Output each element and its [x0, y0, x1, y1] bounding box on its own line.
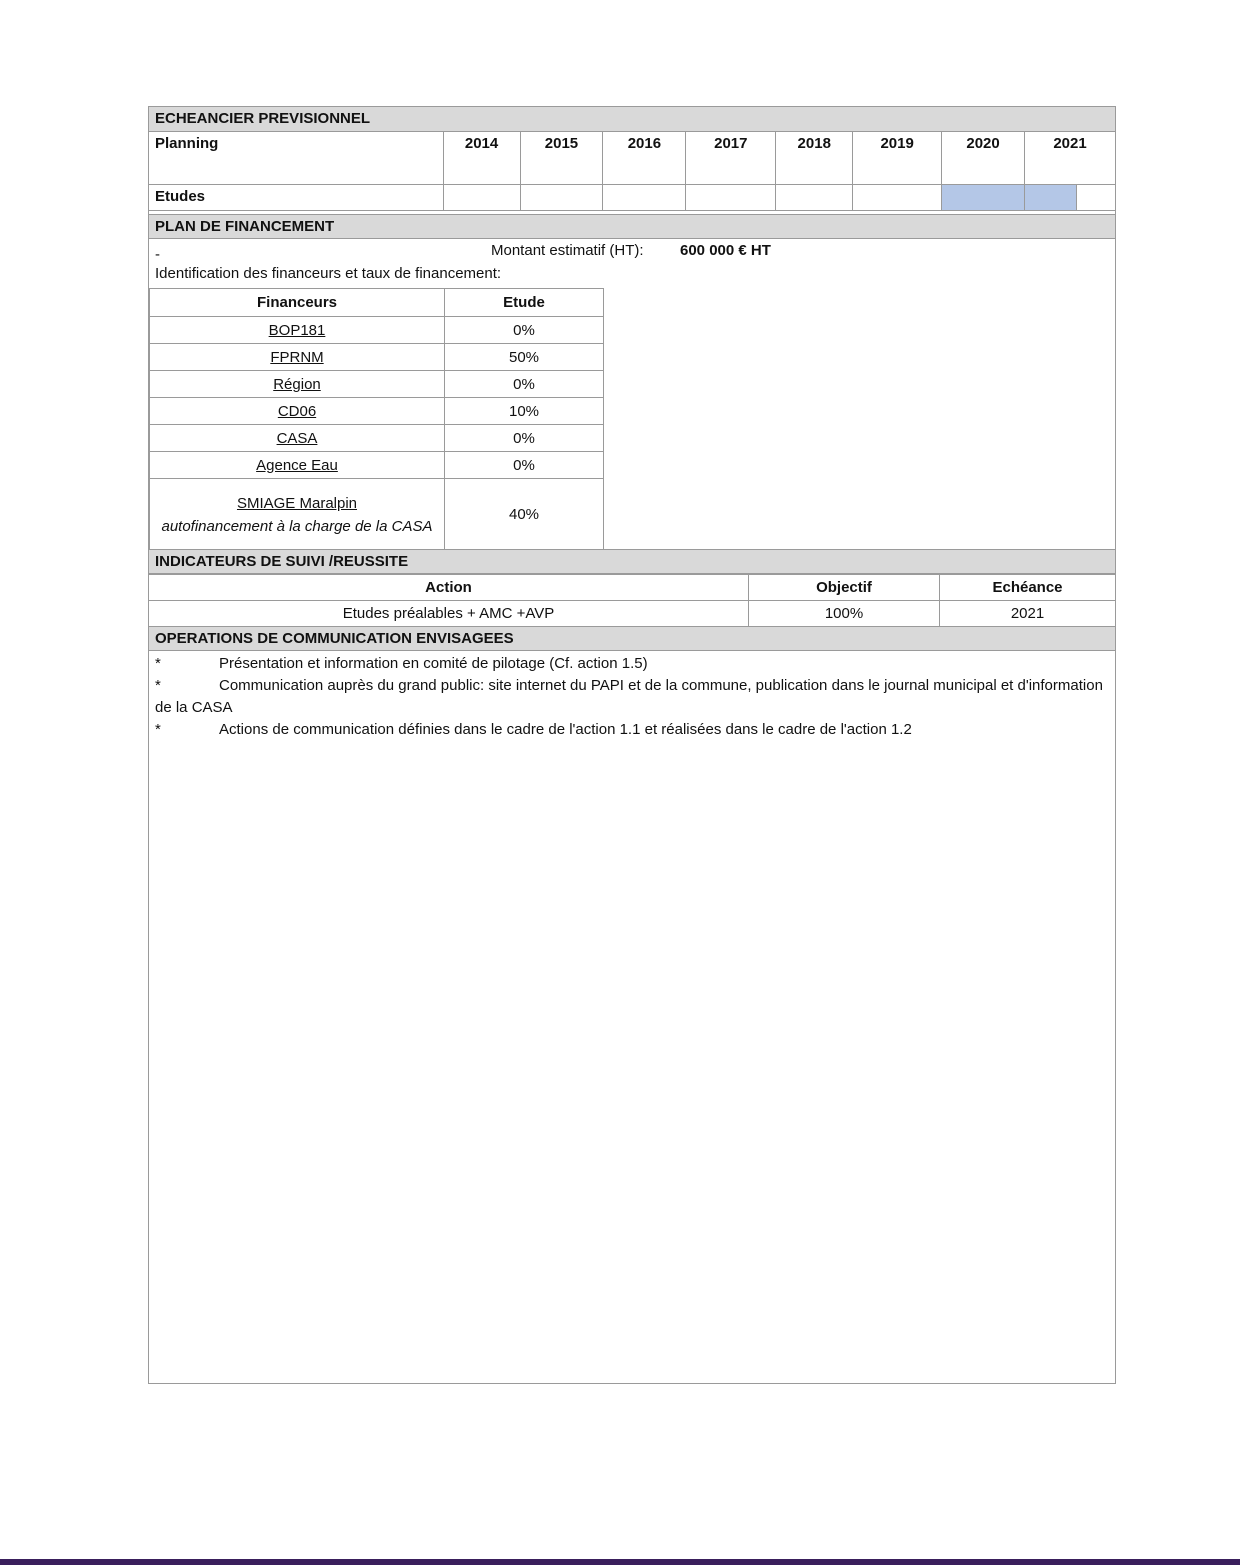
year-2014: 2014	[443, 132, 520, 185]
etudes-cell-2014	[443, 185, 520, 211]
echeancier-header: ECHEANCIER PREVISIONNEL	[149, 107, 1115, 132]
year-2020: 2020	[942, 132, 1025, 185]
action-value: Etudes préalables + AMC +AVP	[149, 601, 749, 627]
bullet-star: *	[155, 677, 161, 694]
year-2015: 2015	[520, 132, 603, 185]
financeur-rate: 50%	[445, 344, 604, 371]
financeur-name: Agence Eau	[256, 456, 338, 474]
indicateurs-table	[148, 574, 1116, 627]
table-row	[150, 479, 604, 551]
list-item	[155, 653, 1109, 675]
montant-value: 600 000 € HT	[680, 242, 771, 259]
year-2021: 2021	[1025, 132, 1116, 185]
year-2017: 2017	[686, 132, 776, 185]
year-2018: 2018	[776, 132, 853, 185]
etudes-cell-2015	[520, 185, 603, 211]
communication-list	[149, 653, 1115, 741]
echeance-col-header: Echéance	[940, 575, 1116, 601]
etudes-cell-2016	[603, 185, 686, 211]
table-row	[150, 452, 604, 479]
montant-row	[149, 241, 1115, 265]
communication-text: Communication auprès du grand public: site internet du PAPI et de la commune, publication dans le journal municipal et d'information de la CASA	[155, 677, 1103, 716]
financeur-rate: 0%	[445, 452, 604, 479]
etudes-cell-2017	[686, 185, 776, 211]
planning-years-row	[149, 132, 1116, 185]
etudes-cell-2018	[776, 185, 853, 211]
echeance-value: 2021	[940, 601, 1116, 627]
financeurs-col-header: Financeurs	[150, 289, 445, 317]
table-row	[150, 344, 604, 371]
etudes-label: Etudes	[149, 185, 444, 211]
planning-table	[148, 131, 1116, 211]
table-row	[150, 425, 604, 452]
financeurs-table	[149, 288, 604, 551]
bullet-star: *	[155, 655, 161, 672]
indicateurs-header-row	[149, 575, 1116, 601]
financeur-name: CD06	[277, 402, 317, 420]
table-row	[150, 398, 604, 425]
bottom-bar	[0, 1559, 1240, 1565]
etudes-cell-extra	[1076, 185, 1115, 211]
year-2016: 2016	[603, 132, 686, 185]
list-item	[155, 719, 1109, 741]
communication-text: Actions de communication définies dans le cadre de l'action 1.1 et réalisées dans le cadre de l'action 1.2	[219, 721, 912, 738]
table-row	[149, 601, 1116, 627]
financeur-rate: 40%	[445, 479, 604, 551]
financeur-name: CASA	[276, 429, 318, 447]
year-2019: 2019	[853, 132, 942, 185]
planning-label: Planning	[149, 132, 444, 185]
communication-header: OPERATIONS DE COMMUNICATION ENVISAGEES	[149, 626, 1115, 651]
financeur-rate: 0%	[445, 425, 604, 452]
objectif-value: 100%	[749, 601, 940, 627]
objectif-col-header: Objectif	[749, 575, 940, 601]
financeur-name: FPRNM	[270, 348, 324, 366]
financeur-name: Région	[273, 375, 321, 393]
etudes-cell-2021-highlight	[1025, 185, 1077, 211]
montant-label: Montant estimatif (HT):	[491, 242, 644, 259]
list-item	[155, 675, 1109, 719]
etudes-row	[149, 185, 1116, 211]
action-col-header: Action	[149, 575, 749, 601]
financeur-name: SMIAGE Maralpin	[236, 494, 358, 512]
dash-marker: -	[155, 246, 160, 263]
bullet-star: *	[155, 721, 161, 738]
financement-header: PLAN DE FINANCEMENT	[149, 214, 1115, 239]
table-row	[150, 371, 604, 398]
financeur-name: BOP181	[268, 321, 326, 339]
communication-text: Présentation et information en comité de pilotage (Cf. action 1.5)	[219, 655, 648, 672]
etudes-cell-2020-highlight	[942, 185, 1025, 211]
financeurs-header-row	[150, 289, 604, 317]
indicateurs-header: INDICATEURS DE SUIVI /REUSSITE	[149, 549, 1115, 574]
financeur-rate: 10%	[445, 398, 604, 425]
financeur-rate: 0%	[445, 371, 604, 398]
etude-col-header: Etude	[445, 289, 604, 317]
etudes-cell-2019	[853, 185, 942, 211]
identification-text: Identification des financeurs et taux de financement:	[155, 265, 502, 282]
financeur-note: autofinancement à la charge de la CASA	[161, 517, 433, 535]
action-sheet	[148, 106, 1116, 1384]
financeur-rate: 0%	[445, 317, 604, 344]
table-row	[150, 317, 604, 344]
